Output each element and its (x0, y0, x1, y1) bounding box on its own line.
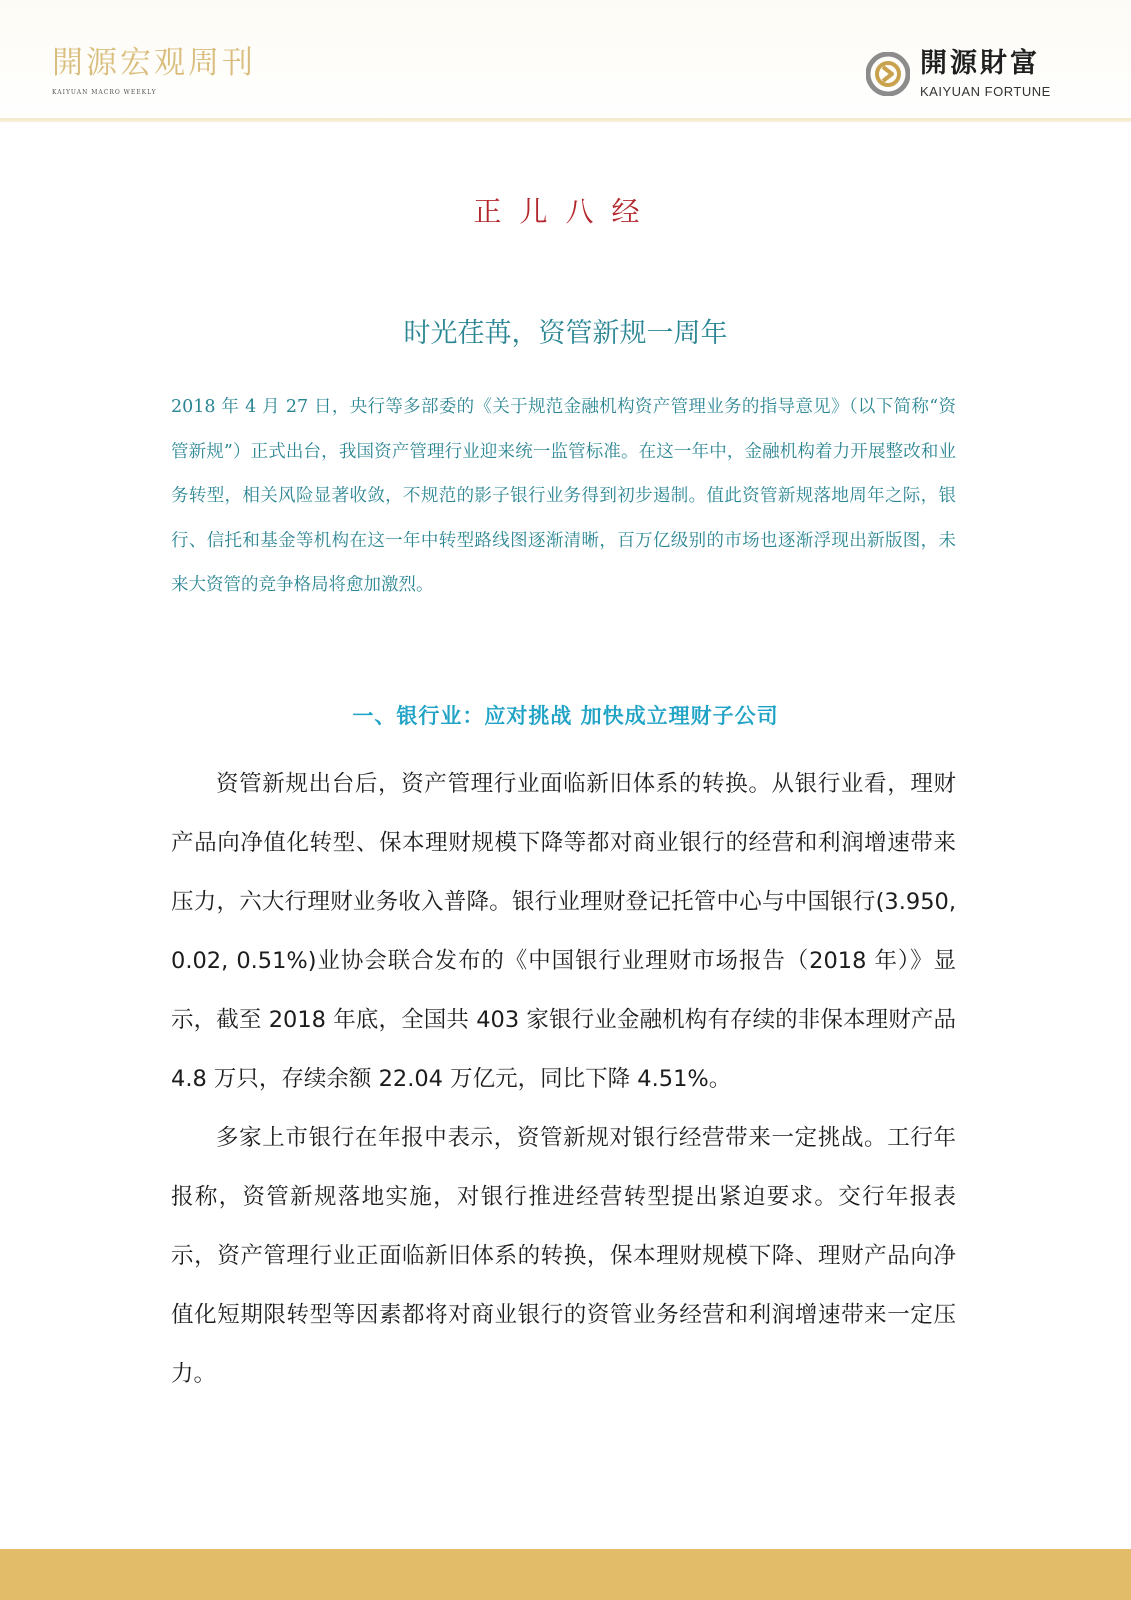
footer-band (0, 1549, 1131, 1600)
body-paragraph: 资管新规出台后，资产管理行业面临新旧体系的转换。从银行业看，理财产品向净值化转型、保本理财规模下降等都对商业银行的经营和利润增速带来压力，六大行理财业务收入普降。银行业理财登记托管中心与中国银行(3.950, 0.02, 0.51%)业协会联合发布的《中国银行业理财市场报告（2018 年）》显示，截至 2018 年底，全国共 403 家银行业金融机构有存续的非保本理财产品 4.8 万只，存续余额 22.04 万亿元，同比下降 4.51%。 (171, 771, 956, 1092)
column-title: 正儿八经 (473, 195, 658, 228)
article-intro (171, 385, 956, 608)
publication-name: 開源宏观周刊 (52, 45, 256, 81)
body-paragraph: 多家上市银行在年报中表示，资管新规对银行经营带来一定挑战。工行年报称，资管新规落地实施，对银行推进经营转型提出紧迫要求。交行年报表示，资产管理行业正面临新旧体系的转换，保本理财规模下降、理财产品向净值化短期限转型等因素都将对商业银行的资管业务经营和利润增速带来一定压力。 (171, 1125, 956, 1387)
publication-brand (52, 45, 256, 96)
page-header (0, 0, 1131, 122)
section-heading: 一、银行业：应对挑战 加快成立理财子公司 (352, 704, 779, 728)
publication-name-en: KAIYUAN MACRO WEEKLY (52, 89, 157, 96)
intro-paragraph: 2018 年 4 月 27 日，央行等多部委的《关于规范金融机构资产管理业务的指导意见》（以下简称“资管新规”）正式出台，我国资产管理行业迎来统一监管标准。在这一年中，金融机构着力开展整改和业务转型，相关风险显著收敛，不规范的影子银行业务得到初步遏制。值此资管新规落地周年之际，银行、信托和基金等机构在这一年中转型路线图逐渐清晰，百万亿级别的市场也逐渐浮现出新版图，未来大资管的竞争格局将愈加激烈。 (171, 397, 956, 595)
kaiyuan-logo-icon (866, 52, 910, 96)
article-body (171, 755, 956, 1404)
header-divider (0, 118, 1131, 122)
company-name-en: KAIYUAN FORTUNE (920, 84, 1051, 99)
company-logo (866, 48, 1086, 108)
company-name: 開源財富 (920, 48, 1040, 79)
article-title: 时光荏苒，资管新规一周年 (403, 318, 728, 349)
